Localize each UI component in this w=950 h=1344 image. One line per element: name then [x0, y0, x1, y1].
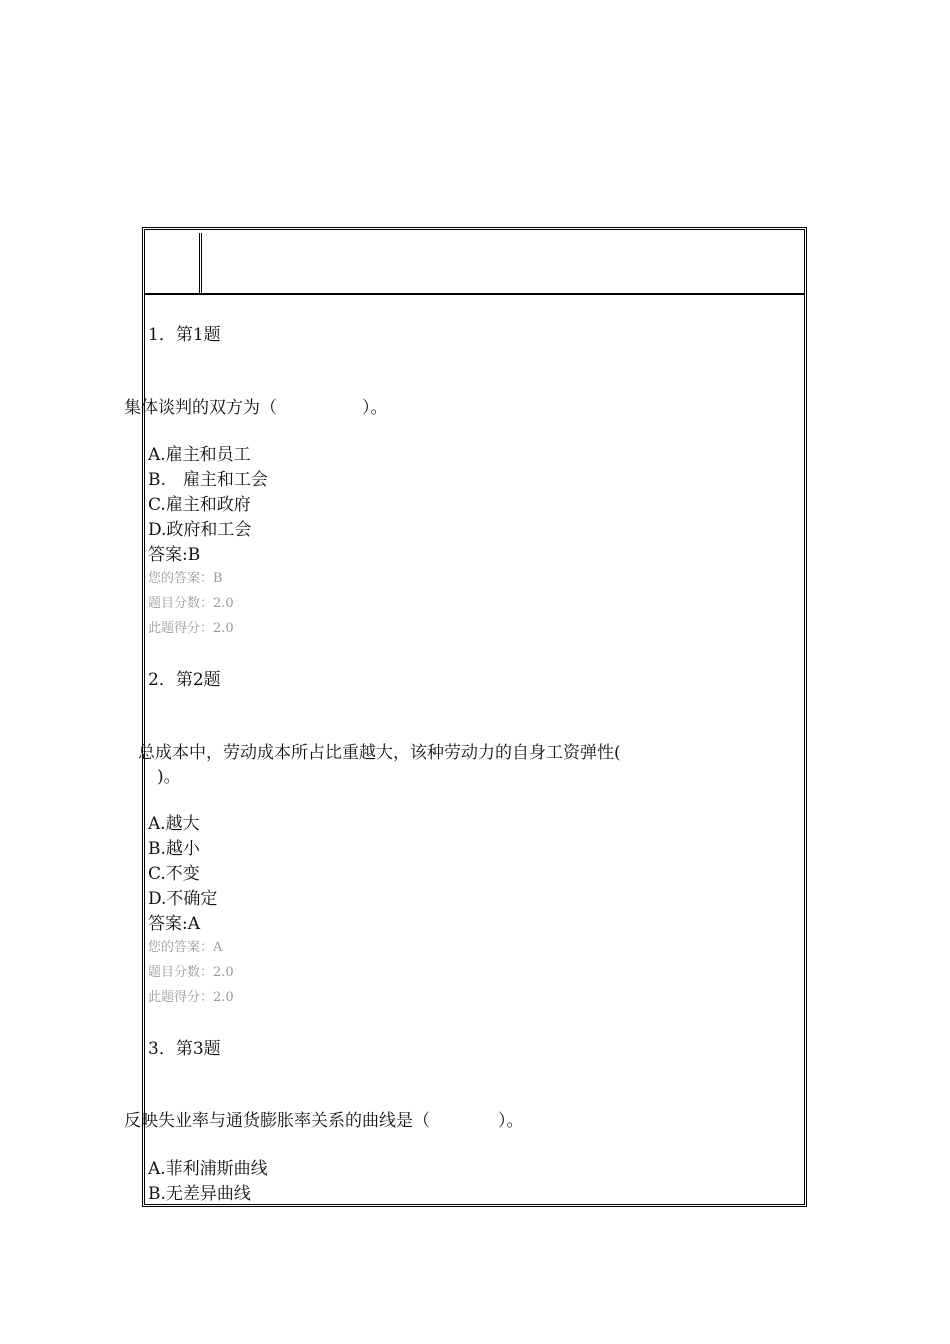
question-3-option-a: A.菲利浦斯曲线 — [148, 1159, 268, 1179]
question-2-option-d: D.不确定 — [148, 889, 218, 909]
question-1-your-answer: 您的答案：B — [148, 571, 223, 586]
question-2-option-a: A.越大 — [148, 814, 200, 834]
question-1-earned: 此题得分：2.0 — [148, 621, 234, 636]
question-2-option-c: C.不变 — [148, 864, 200, 884]
question-1-score: 题目分数：2.0 — [148, 596, 234, 611]
question-2-answer: 答案:A — [148, 914, 201, 934]
inner-frame — [144, 229, 805, 1205]
question-1-heading: 1．第1题 — [148, 325, 221, 345]
question-1-stem: 集体谈判的双方为（ ）。 — [124, 398, 388, 418]
question-1-option-d: D.政府和工会 — [148, 520, 252, 540]
question-3-heading: 3．第3题 — [148, 1039, 221, 1059]
question-2-earned: 此题得分：2.0 — [148, 990, 234, 1005]
question-3-stem: 反映失业率与通货膨胀率关系的曲线是（ ）。 — [124, 1111, 524, 1131]
question-2-stem-line2: )。 — [157, 767, 181, 787]
question-2-your-answer: 您的答案：A — [148, 940, 223, 955]
question-1-option-c: C.雇主和政府 — [148, 495, 251, 515]
header-cell-divider — [199, 233, 202, 293]
question-2-score: 题目分数：2.0 — [148, 965, 234, 980]
question-1-option-a: A.雇主和员工 — [148, 445, 251, 465]
question-2-option-b: B.越小 — [148, 839, 200, 859]
question-2-heading: 2．第2题 — [148, 670, 221, 690]
header-row-border — [144, 293, 805, 295]
question-1-answer: 答案:B — [148, 545, 201, 565]
question-2-stem-line1: 总成本中，劳动成本所占比重越大，该种劳动力的自身工资弹性( — [138, 743, 621, 763]
question-3-option-b: B.无差异曲线 — [148, 1184, 251, 1204]
question-1-option-b: B. 雇主和工会 — [148, 470, 268, 490]
